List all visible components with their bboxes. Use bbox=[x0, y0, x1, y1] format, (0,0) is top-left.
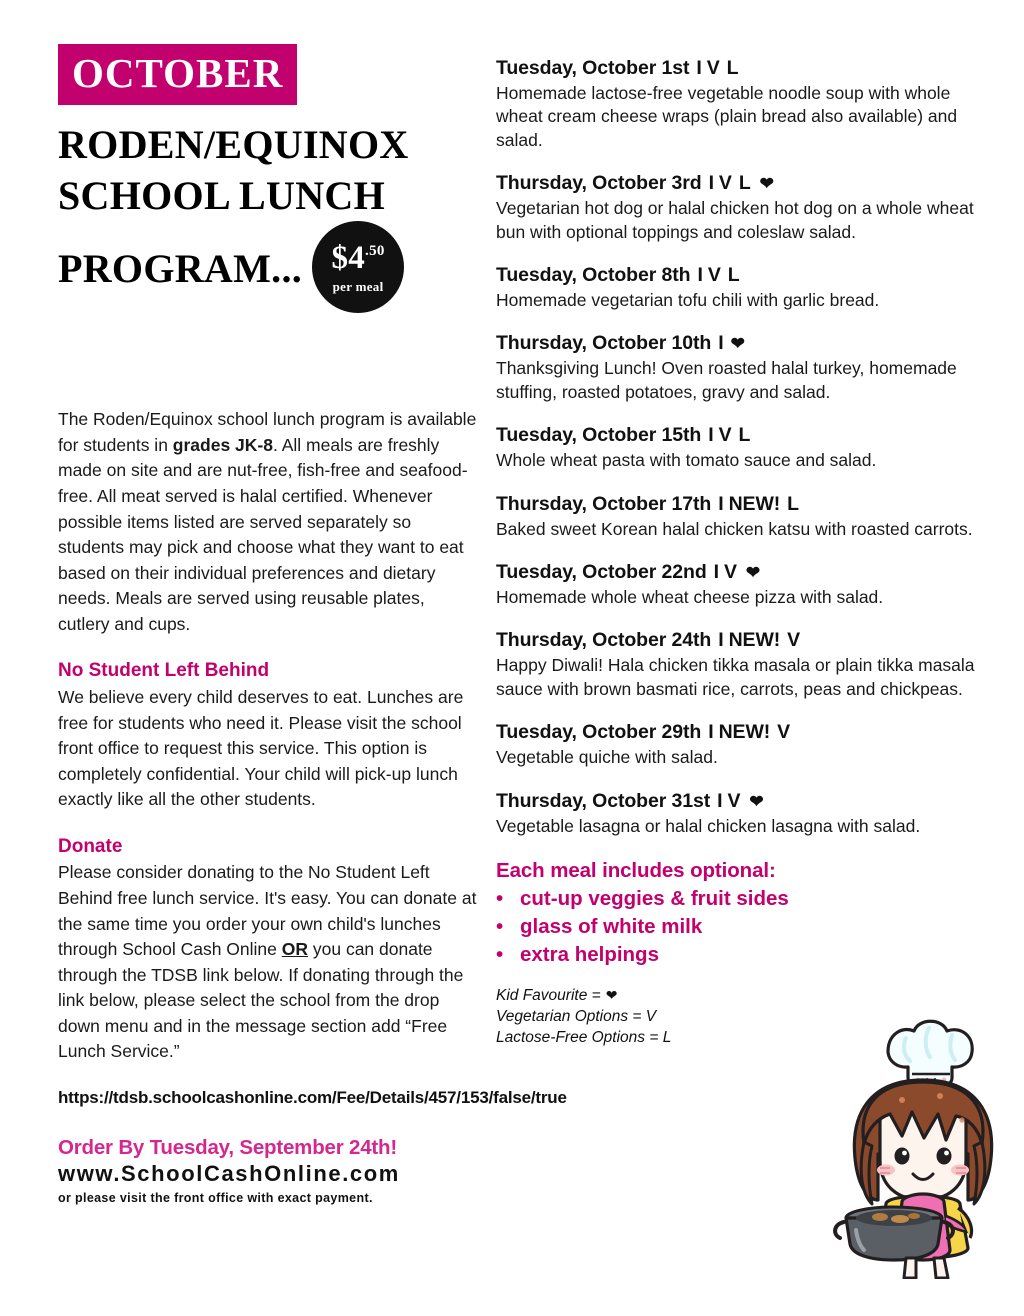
grades-bold: grades JK-8 bbox=[172, 434, 273, 455]
menu-entry-tag: V bbox=[706, 57, 720, 79]
menu-entry-tag: NEW! bbox=[718, 721, 771, 744]
menu-entry-separator: I bbox=[696, 57, 702, 79]
menu-entry-separator: I bbox=[718, 332, 724, 355]
menu-entry-day-label: Thursday, October 24th bbox=[496, 629, 712, 652]
menu-entry-day-label: Thursday, October 10th bbox=[496, 332, 712, 355]
menu-entry bbox=[496, 789, 996, 838]
menu-entry-date bbox=[496, 789, 996, 814]
menu-entry-description: Vegetarian hot dog or halal chicken hot dog on a whole wheat bun with optional toppings and coleslaw salad. bbox=[496, 198, 974, 242]
menu-entry-description: Whole wheat pasta with tomato sauce and salad. bbox=[496, 450, 877, 471]
menu-entry-day-label: Tuesday, October 1st bbox=[496, 57, 690, 79]
price-cents: .50 bbox=[365, 242, 385, 259]
order-deadline: Order By Tuesday, September 24th! bbox=[58, 1135, 397, 1159]
menu-entry-description: Homemade lactose-free vegetable noodle soup with whole wheat cream cheese wraps (plain bread also available) and salad. bbox=[496, 82, 958, 150]
menu-entry-tag: V bbox=[727, 789, 741, 812]
menu-entry bbox=[496, 263, 996, 312]
menu-entry bbox=[496, 560, 996, 609]
menu-entry-tag: V bbox=[723, 561, 737, 584]
chef-girl-illustration bbox=[828, 1004, 1018, 1279]
optional-extras bbox=[496, 857, 996, 970]
heart-icon: ❤ bbox=[745, 563, 761, 583]
menu-entry-tag: V bbox=[718, 172, 732, 195]
menu-entry bbox=[496, 56, 996, 152]
payment-footer-note: or please visit the front office with exact payment. bbox=[58, 1190, 373, 1205]
menu-entry-tag: V bbox=[707, 264, 721, 287]
heart-icon: ❤ bbox=[605, 987, 618, 1004]
menu-entry-tag: L bbox=[726, 57, 739, 79]
menu-entry-separator: I bbox=[708, 424, 714, 447]
menu-entry-separator: I bbox=[713, 561, 719, 584]
intro-paragraph bbox=[58, 407, 478, 637]
page-title bbox=[58, 119, 478, 315]
school-cash-online-link[interactable]: www.SchoolCashOnline.com bbox=[58, 1161, 400, 1187]
title-line-3: PROGRAM... bbox=[58, 245, 303, 291]
menu-entry-tag: L bbox=[738, 172, 751, 195]
donate-text-1: Please consider donating to the No Student Left Behind free lunch service. It's easy. You can donate at the same time you order your own child's lunches through School Cash Online bbox=[58, 862, 477, 960]
menu-entry-description: Homemade vegetarian tofu chili with garlic bread. bbox=[496, 290, 880, 311]
optional-item bbox=[496, 941, 996, 969]
menu-entry bbox=[496, 492, 996, 541]
menu-entry-day-label: Tuesday, October 15th bbox=[496, 424, 702, 447]
optional-item-label: cut-up veggies & fruit sides bbox=[520, 886, 789, 910]
legend-lactose-free: Lactose-Free Options = L bbox=[496, 1029, 672, 1047]
menu-entry-date bbox=[496, 263, 996, 288]
menu-entry bbox=[496, 331, 996, 404]
menu-entry-tag: V bbox=[718, 424, 732, 447]
menu-entry-tag: L bbox=[727, 264, 740, 287]
no-student-left-behind-body: We believe every child deserves to eat. Lunches are free for students who need it. Please visit the school front office to request this service. This option is completely confidential. Your child will pick-up lunch exactly like all the other students. bbox=[58, 686, 464, 810]
menu-entry-date bbox=[496, 331, 996, 356]
bullet-icon: • bbox=[496, 915, 504, 939]
no-student-left-behind-heading: No Student Left Behind bbox=[58, 660, 270, 682]
title-line-2: SCHOOL LUNCH bbox=[58, 173, 385, 219]
donate-heading: Donate bbox=[58, 835, 123, 857]
menu-entry-separator: I bbox=[717, 789, 723, 812]
menu-entry-date bbox=[496, 628, 996, 653]
menu-entry-description: Happy Diwali! Hala chicken tikka masala or plain tikka masala sauce with brown basmati rice, carrots, peas and chickpeas. bbox=[496, 655, 975, 699]
title-line-1: RODEN/EQUINOX bbox=[58, 122, 409, 167]
heart-icon: ❤ bbox=[730, 334, 745, 354]
menu-entry-day-label: Thursday, October 3rd bbox=[496, 172, 702, 195]
menu-entry-description: Vegetable lasagna or halal chicken lasagna with salad. bbox=[496, 815, 921, 836]
optional-items-list bbox=[496, 885, 996, 970]
menu-entry-description: Baked sweet Korean halal chicken katsu with roasted carrots. bbox=[496, 518, 973, 539]
menu-entry-day-label: Thursday, October 17th bbox=[496, 492, 712, 515]
price-badge bbox=[312, 221, 404, 313]
menu-entries bbox=[496, 56, 996, 838]
legend-vegetarian: Vegetarian Options = V bbox=[496, 1007, 657, 1025]
menu-entry-description: Thanksgiving Lunch! Oven roasted halal turkey, homemade stuffing, roasted potatoes, gravy and salad. bbox=[496, 358, 957, 402]
menu-entry-tag: V bbox=[777, 721, 791, 744]
menu-entry bbox=[496, 423, 996, 472]
menu-entry-separator: I bbox=[718, 492, 724, 515]
menu-entry-separator: I bbox=[697, 264, 703, 287]
title-line-3-row bbox=[58, 221, 478, 315]
menu-entry-tag: NEW! bbox=[728, 629, 781, 652]
menu-entry-separator: I bbox=[708, 721, 714, 744]
donate-body bbox=[58, 860, 478, 1064]
intro-text-2: . All meals are freshly made on site and are nut-free, fish-free and seafood-free. All meat served is halal certified. Whenever possible items listed are served separately so students may pick and choose what they want to eat based on their individual preferences and dietary needs. Meals are served using reusable plates, cutlery and cups. bbox=[58, 434, 468, 634]
menu-entry-description: Homemade whole wheat cheese pizza with salad. bbox=[496, 587, 884, 608]
month-banner: OCTOBER bbox=[58, 44, 297, 105]
optional-item bbox=[496, 885, 996, 913]
menu-entry-date bbox=[496, 560, 996, 585]
menu-entry bbox=[496, 720, 996, 769]
optional-item bbox=[496, 913, 996, 941]
menu-entry-tag: L bbox=[787, 492, 799, 515]
menu-list bbox=[496, 56, 996, 1049]
optional-item-label: glass of white milk bbox=[520, 915, 703, 939]
menu-entry-day-label: Tuesday, October 29th bbox=[496, 721, 702, 744]
menu-entry-date bbox=[496, 720, 996, 745]
optional-item-label: extra helpings bbox=[520, 943, 659, 967]
bullet-icon: • bbox=[496, 943, 504, 967]
menu-entry-tag: V bbox=[787, 629, 801, 652]
heart-icon: ❤ bbox=[749, 791, 764, 811]
menu-entry-date bbox=[496, 423, 996, 448]
menu-entry-tag: L bbox=[738, 424, 751, 447]
menu-entry-separator: I bbox=[718, 629, 724, 652]
donation-link[interactable]: https://tdsb.schoolcashonline.com/Fee/Details/457/153/false/true bbox=[58, 1087, 567, 1107]
menu-entry-description: Vegetable quiche with salad. bbox=[496, 747, 718, 768]
price-amount-row bbox=[331, 239, 385, 276]
price-per-meal: per meal bbox=[332, 278, 384, 294]
legend-kid-favourite bbox=[496, 985, 996, 1006]
menu-entry-date bbox=[496, 171, 996, 196]
donate-or-emphasis: OR bbox=[281, 939, 308, 960]
menu-entry-separator: I bbox=[708, 172, 714, 195]
menu-entry-day-label: Tuesday, October 22nd bbox=[496, 561, 707, 584]
donate-text-2: you can donate through the TDSB link below. If donating through the link below, please select the school from the drop down menu and in the message section add “Free Lunch Service.” bbox=[58, 939, 464, 1062]
menu-entry-tag: NEW! bbox=[728, 492, 781, 515]
optional-heading: Each meal includes optional: bbox=[496, 859, 776, 883]
intro-text-1: The Roden/Equinox school lunch program is available for students in bbox=[58, 409, 477, 455]
bullet-icon: • bbox=[496, 886, 504, 910]
menu-entry-date bbox=[496, 492, 996, 517]
price-amount: $4 bbox=[331, 239, 366, 276]
heart-icon: ❤ bbox=[759, 174, 774, 194]
legend-kid-favourite-label: Kid Favourite = bbox=[496, 986, 601, 1004]
chef-hat-icon bbox=[888, 1021, 972, 1087]
menu-entry-day-label: Tuesday, October 8th bbox=[496, 264, 691, 287]
menu-entry-date bbox=[496, 56, 996, 81]
menu-entry bbox=[496, 628, 996, 701]
menu-entry-day-label: Thursday, October 31st bbox=[496, 789, 711, 812]
menu-entry bbox=[496, 171, 996, 244]
